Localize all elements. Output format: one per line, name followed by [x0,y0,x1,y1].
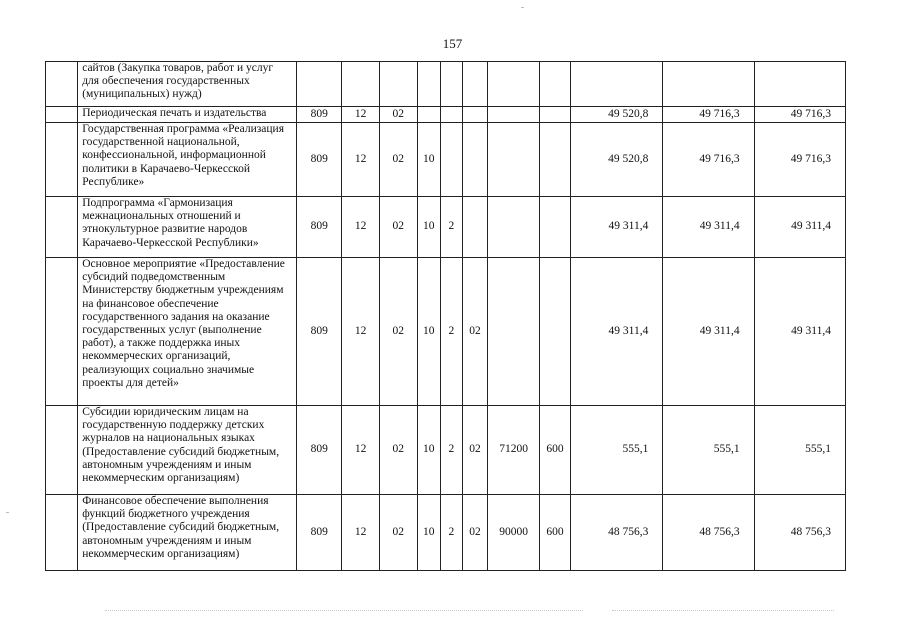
subsection-code-cell: 02 [379,197,417,258]
subprogram-code-cell: 2 [441,258,462,406]
scan-artifact-line-right [612,610,834,611]
row-blank-cell [46,107,78,123]
direction-code-cell: 71200 [488,406,540,495]
direction-code-cell [488,258,540,406]
row-blank-cell [46,123,78,197]
amount-year-3-cell: 49 716,3 [754,107,845,123]
expense-type-code-cell [539,107,570,123]
direction-code-cell [488,107,540,123]
subprogram-code-cell: 2 [441,406,462,495]
table-row [46,197,846,258]
amount-year-2-cell: 49 311,4 [663,197,754,258]
row-blank-cell [46,258,78,406]
scan-artifact-line-left [105,610,583,611]
section-code-cell [342,62,380,107]
scan-artifact-mark [521,7,524,8]
ministry-code-cell: 809 [297,123,342,197]
expense-type-code-cell: 600 [539,495,570,571]
section-code-cell: 12 [342,406,380,495]
amount-year-1-cell: 49 311,4 [571,258,663,406]
row-description: Основное мероприятие «Предоставление субсидий подведомственным Министерству бюджетным учреждениям на финансовое обеспечение государственного задания на оказание государственных услуг (выполнение работ), а также поддержка иных некоммерческих организаций, реализующих социально значимые проекты для детей» [78,258,297,406]
row-blank-cell [46,62,78,107]
section-code-cell: 12 [342,123,380,197]
page-number: 157 [442,36,463,51]
section-code-cell: 12 [342,258,380,406]
event-code-cell: 02 [462,258,488,406]
expense-type-code-cell: 600 [539,406,570,495]
subsection-code-cell [379,62,417,107]
event-code-cell [462,107,488,123]
program-code-cell [417,62,441,107]
row-description: Государственная программа «Реализация государственной национальной, конфессиональной, информационной политики в Карачаево-Черкесской Республике» [78,123,297,197]
budget-table [45,61,846,571]
event-code-cell: 02 [462,406,488,495]
program-code-cell: 10 [417,258,441,406]
budget-table-body [46,62,846,571]
section-code-cell: 12 [342,495,380,571]
subsection-code-cell: 02 [379,258,417,406]
ministry-code-cell [297,62,342,107]
direction-code-cell [488,197,540,258]
program-code-cell: 10 [417,197,441,258]
row-blank-cell [46,197,78,258]
expense-type-code-cell [539,258,570,406]
row-description: Подпрограмма «Гармонизация межнациональных отношений и этнокультурное развитие народов Карачаево-Черкесской Республики» [78,197,297,258]
table-row [46,406,846,495]
amount-year-1-cell [571,62,663,107]
table-row [46,495,846,571]
amount-year-1-cell: 555,1 [571,406,663,495]
amount-year-2-cell: 555,1 [663,406,754,495]
ministry-code-cell: 809 [297,406,342,495]
amount-year-3-cell: 555,1 [754,406,845,495]
amount-year-2-cell [663,62,754,107]
direction-code-cell: 90000 [488,495,540,571]
program-code-cell: 10 [417,123,441,197]
ministry-code-cell: 809 [297,495,342,571]
amount-year-3-cell: 48 756,3 [754,495,845,571]
program-code-cell: 10 [417,495,441,571]
subprogram-code-cell: 2 [441,197,462,258]
subprogram-code-cell [441,123,462,197]
section-code-cell: 12 [342,197,380,258]
expense-type-code-cell [539,123,570,197]
amount-year-1-cell: 49 311,4 [571,197,663,258]
row-description: сайтов (Закупка товаров, работ и услуг для обеспечения государственных (муниципальных) нужд) [78,62,297,107]
subsection-code-cell: 02 [379,107,417,123]
amount-year-1-cell: 49 520,8 [571,107,663,123]
table-row [46,258,846,406]
table-row [46,107,846,123]
row-description: Финансовое обеспечение выполнения функций бюджетного учреждения (Предоставление субсидий бюджетным, автономным учреждениям и иным некоммерческим организациям) [78,495,297,571]
amount-year-3-cell: 49 311,4 [754,197,845,258]
amount-year-2-cell: 48 756,3 [663,495,754,571]
amount-year-2-cell: 49 716,3 [663,107,754,123]
expense-type-code-cell [539,62,570,107]
program-code-cell [417,107,441,123]
direction-code-cell [488,62,540,107]
amount-year-1-cell: 49 520,8 [571,123,663,197]
scan-artifact-mark [6,512,9,513]
expense-type-code-cell [539,197,570,258]
event-code-cell [462,62,488,107]
ministry-code-cell: 809 [297,197,342,258]
subprogram-code-cell: 2 [441,495,462,571]
subsection-code-cell: 02 [379,123,417,197]
amount-year-2-cell: 49 311,4 [663,258,754,406]
amount-year-3-cell: 49 716,3 [754,123,845,197]
event-code-cell: 02 [462,495,488,571]
amount-year-3-cell [754,62,845,107]
subprogram-code-cell [441,62,462,107]
table-row [46,123,846,197]
amount-year-2-cell: 49 716,3 [663,123,754,197]
table-row [46,62,846,107]
ministry-code-cell: 809 [297,107,342,123]
subsection-code-cell: 02 [379,495,417,571]
ministry-code-cell: 809 [297,258,342,406]
row-blank-cell [46,406,78,495]
amount-year-1-cell: 48 756,3 [571,495,663,571]
direction-code-cell [488,123,540,197]
event-code-cell [462,197,488,258]
row-description: Периодическая печать и издательства [78,107,297,123]
row-description: Субсидии юридическим лицам на государственную поддержку детских журналов на национальных языках (Предоставление субсидий бюджетным, автономным учреждениям и иным некоммерческим организациям) [78,406,297,495]
amount-year-3-cell: 49 311,4 [754,258,845,406]
section-code-cell: 12 [342,107,380,123]
subprogram-code-cell [441,107,462,123]
program-code-cell: 10 [417,406,441,495]
subsection-code-cell: 02 [379,406,417,495]
event-code-cell [462,123,488,197]
row-blank-cell [46,495,78,571]
